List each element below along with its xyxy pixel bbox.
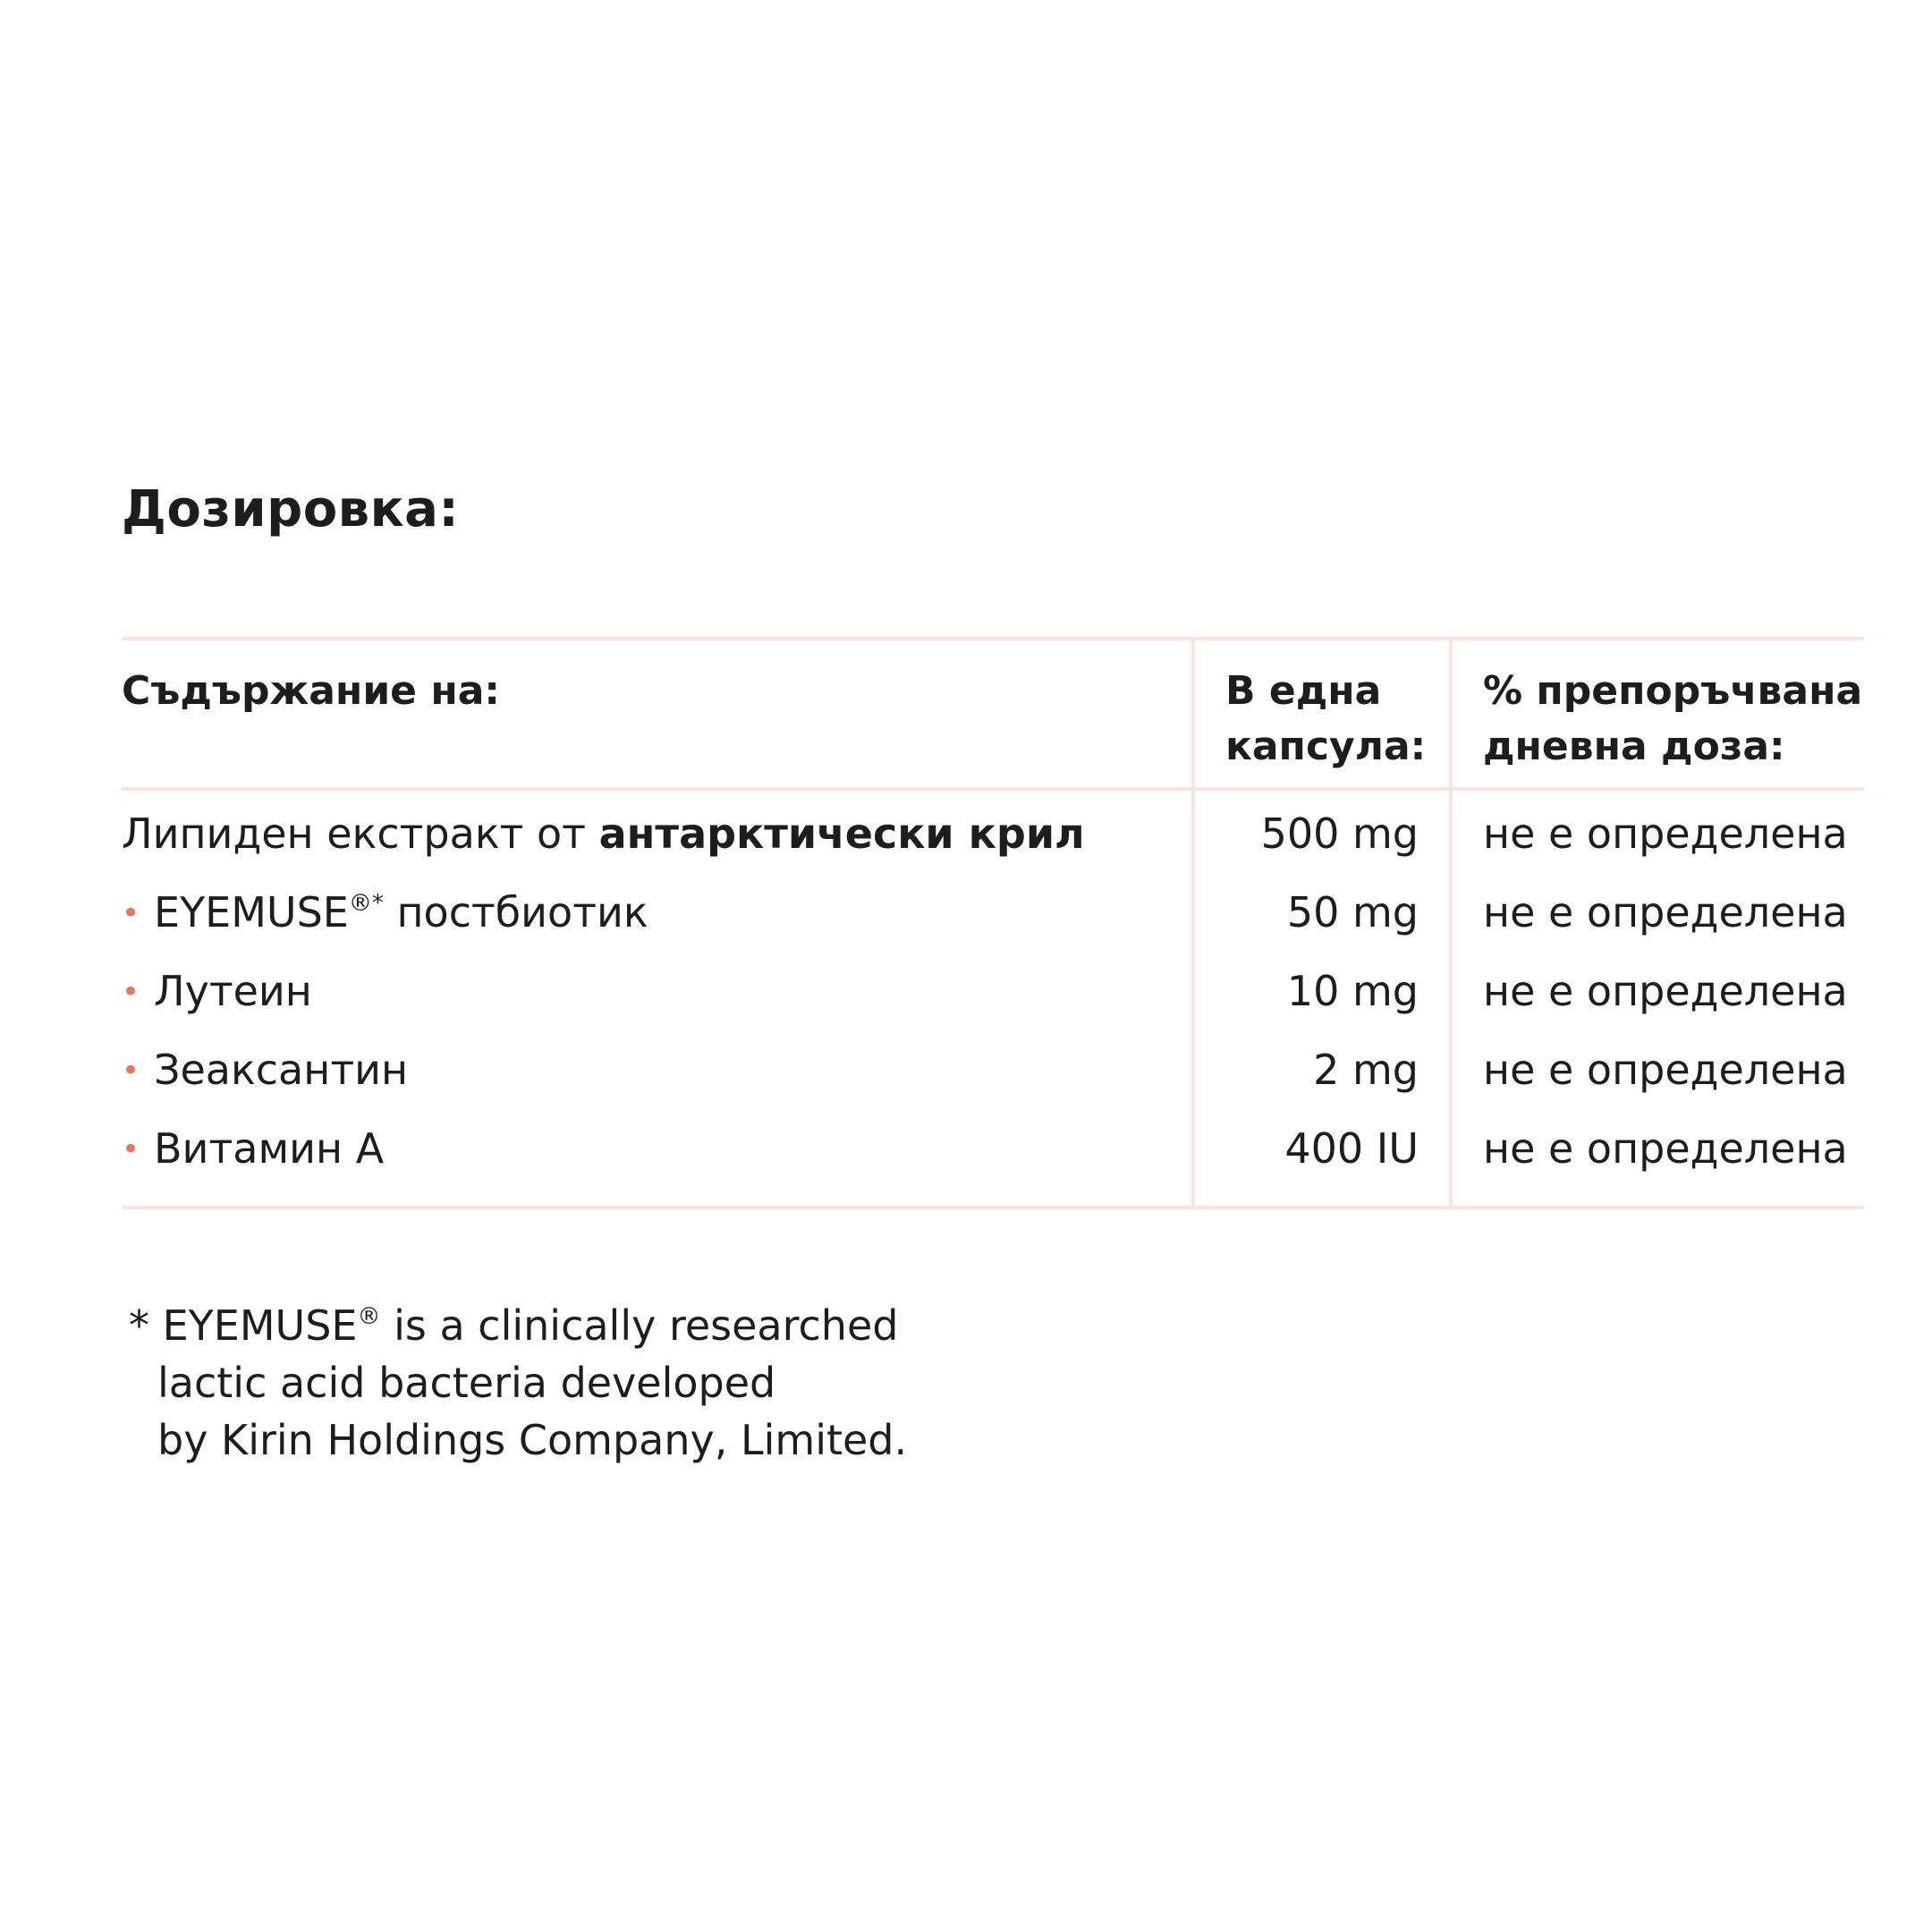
table-row-name — [122, 886, 648, 940]
table-row-amount: 2 mg — [1313, 1046, 1419, 1094]
table-row-amount: 10 mg — [1286, 967, 1419, 1015]
footnote-suffix: is a clinically researched — [380, 1301, 899, 1350]
footnote-line2: lactic acid bacteria developed — [157, 1359, 776, 1407]
header-rdi — [1483, 664, 1862, 775]
registered-mark: ®* — [348, 890, 384, 917]
table-row-rdi: не е определена — [1483, 809, 1848, 858]
table-row-name — [122, 1043, 408, 1097]
row-name: Зеаксантин — [154, 1046, 409, 1094]
table-row-name — [122, 964, 312, 1019]
table-top-rule — [122, 637, 1864, 640]
row-name: Лутеин — [154, 967, 312, 1015]
row-name: Витамин А — [154, 1124, 385, 1173]
table-row-name — [122, 1122, 384, 1176]
table-bottom-rule — [122, 1206, 1864, 1209]
table-row-name — [122, 807, 1085, 860]
row-name-bold: антарктически крил — [598, 809, 1085, 858]
footnote-line1 — [129, 1297, 907, 1354]
bullet-icon: • — [122, 1131, 140, 1167]
row-name: EYEMUSE — [154, 888, 349, 936]
table-row-rdi: не е определена — [1483, 1124, 1848, 1173]
table-row-rdi: не е определена — [1483, 1046, 1848, 1094]
table-column-divider-2 — [1449, 637, 1453, 1209]
dosage-table — [122, 637, 1864, 1209]
header-per-capsule — [1225, 664, 1426, 775]
page-title: Дозировка: — [122, 480, 460, 538]
header-content: Съдържание на: — [122, 668, 501, 714]
footnote-line3: by Kirin Holdings Company, Limited. — [157, 1416, 908, 1464]
table-header-rule — [122, 787, 1864, 791]
table-row-rdi: не е определена — [1483, 888, 1848, 936]
table-row-amount: 50 mg — [1286, 888, 1419, 936]
table-row-rdi: не е определена — [1483, 967, 1848, 1015]
footnote-prefix: * EYEMUSE — [129, 1301, 358, 1350]
row-name-suffix: постбиотик — [383, 888, 648, 936]
footnote — [129, 1297, 907, 1469]
registered-mark: ® — [357, 1303, 381, 1330]
table-row-amount: 400 IU — [1284, 1124, 1419, 1173]
bullet-icon: • — [122, 974, 140, 1010]
table-row-amount: 500 mg — [1260, 809, 1419, 858]
row-name-regular: Липиден екстракт от — [122, 809, 599, 858]
bullet-icon: • — [122, 895, 140, 931]
header-per-capsule-line1: В една — [1225, 668, 1382, 714]
header-per-capsule-line2: капсула: — [1225, 724, 1427, 769]
header-rdi-line1: % препоръчвана — [1483, 668, 1863, 714]
header-rdi-line2: дневна доза: — [1483, 724, 1785, 769]
bullet-icon: • — [122, 1053, 140, 1089]
